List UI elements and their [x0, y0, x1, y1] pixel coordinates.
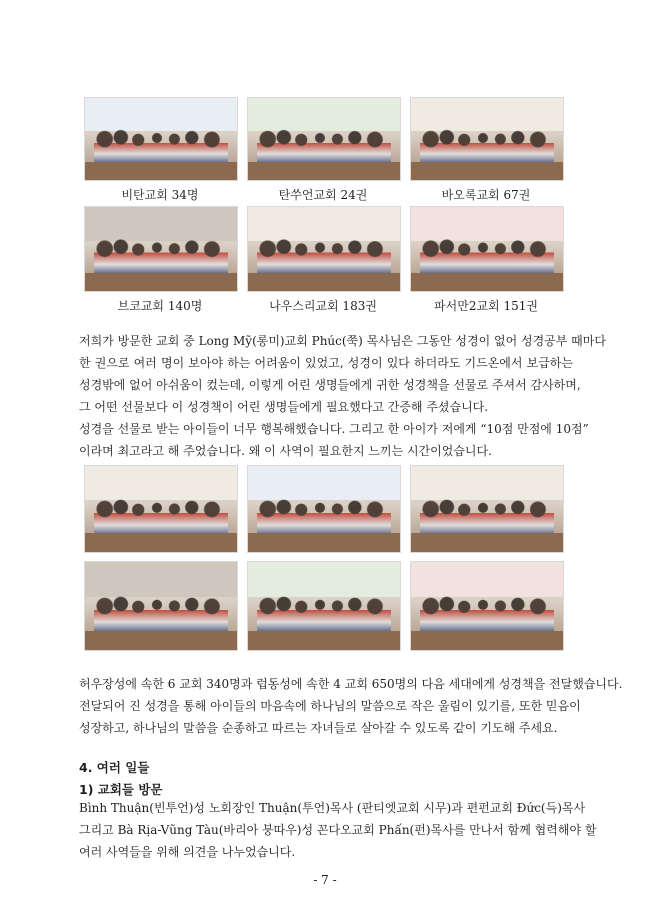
paragraph-testimony: [79, 330, 606, 462]
section-heading: 4. 여러 일들: [79, 760, 150, 775]
page-number: - 7 -: [313, 873, 337, 887]
photo-children-5: [247, 561, 401, 651]
photo-breuko-church: [84, 206, 238, 292]
text-line: Bình Thuận(빈투언)성 노회장인 Thuận(투언)목사 (판티엣교회 시무)과 편펀교회 Đức(득)목사: [79, 801, 586, 815]
text-line: 성경밖에 없어 아쉬움이 컸는데, 이렇게 어린 생명들에게 귀한 성경책을 선물로 주셔서 감사하며,: [79, 378, 581, 392]
photo-paseoman2-church: [410, 206, 564, 292]
photo-children-6: [410, 561, 564, 651]
caption-4: 브코교회 140명: [117, 299, 203, 313]
caption-1: 비탄교회 34명: [121, 188, 199, 202]
text-line: 여러 사역들을 위해 의견을 나누었습니다.: [79, 845, 296, 859]
photo-children-4: [84, 561, 238, 651]
caption-2: 탄쑤언교회 24권: [278, 188, 368, 202]
photo-tansuan-church: [247, 97, 401, 181]
photo-children-3: [410, 465, 564, 553]
text-line: 이라며 최고라고 해 주었습니다. 왜 이 사역이 필요한지 느끼는 시간이었습니다.: [79, 444, 492, 458]
photo-bitan-church: [84, 97, 238, 181]
text-line: 허우장성에 속한 6 교회 340명과 럽동성에 속한 4 교회 650명의 다음 세대에게 성경책을 전달했습니다.: [79, 677, 623, 691]
subsection-heading: 1) 교회들 방문: [79, 782, 163, 797]
photo-baorok-church: [410, 97, 564, 181]
text-line: 그리고 Bà Rịa-Vũng Tàu(바리아 붕따우)성 꼰다오교회 Phấn(펀)목사를 만나서 함께 협력해야 할: [79, 823, 597, 837]
photo-children-1: [84, 465, 238, 553]
caption-5: 나우스리교회 183권: [269, 299, 377, 313]
caption-6: 파서만2교회 151권: [434, 299, 538, 313]
paragraph-church-visits: [79, 797, 597, 863]
photo-nauseuri-church: [247, 206, 401, 292]
text-line: 한 권으로 여러 명이 보아야 하는 어려움이 있었고, 성경이 있다 하더라도 기드온에서 보급하는: [79, 356, 573, 370]
text-line: 그 어떤 선물보다 이 성경책이 어린 생명들에게 필요했다고 간증해 주셨습니다.: [79, 400, 489, 414]
caption-3: 바오록교회 67권: [441, 188, 531, 202]
text-line: 성경을 선물로 받는 아이들이 너무 행복해했습니다. 그리고 한 아이가 저에게 “10점 만점에 10점”: [79, 422, 589, 436]
text-line: 성장하고, 하나님의 말씀을 순종하고 따르는 자녀들로 살아갈 수 있도록 같이 기도해 주세요.: [79, 721, 558, 735]
text-line: 전달되어 진 성경을 통해 아이들의 마음속에 하나님의 말씀으로 작은 울림이 있기를, 또한 믿음이: [79, 699, 581, 713]
photo-children-2: [247, 465, 401, 553]
paragraph-summary: [79, 673, 623, 739]
text-line: 저희가 방문한 교회 중 Long Mỹ(롱미)교회 Phúc(쭉) 목사님은 그동안 성경이 없어 성경공부 때마다: [79, 334, 606, 348]
